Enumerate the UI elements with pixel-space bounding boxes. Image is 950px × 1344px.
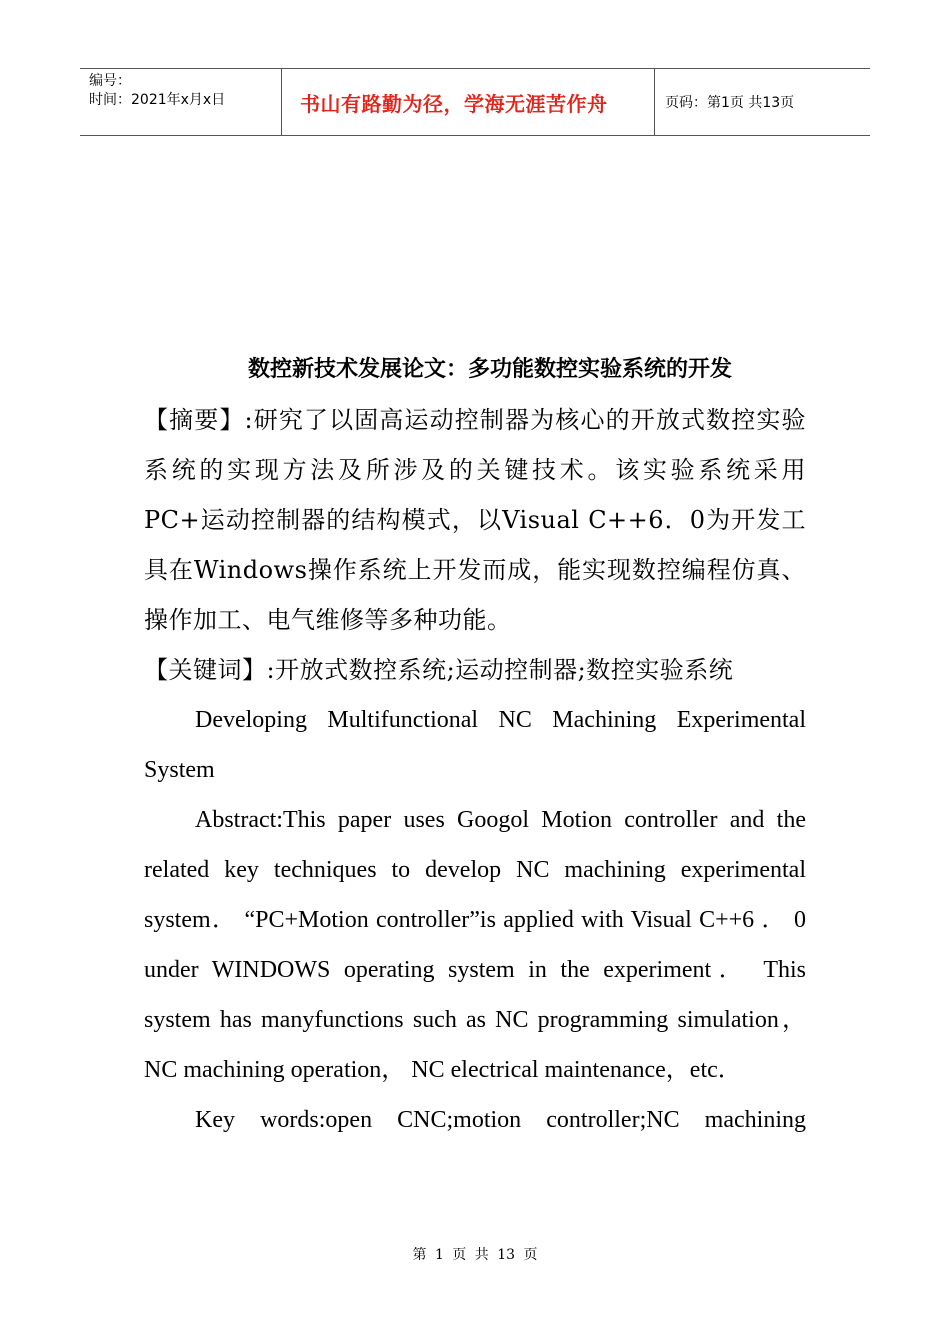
page-header	[80, 68, 870, 136]
header-page-info: 页码：第1页 共13页	[665, 95, 795, 111]
abstract-cn: 【摘要】:研究了以固高运动控制器为核心的开放式数控实验系统的实现方法及所涉及的关键技术。该实验系统采用PC+运动控制器的结构模式，以Visual C++6．0为开发工具在Windows操作系统上开发而成，能实现数控编程仿真、操作加工、电气维修等多种功能。	[144, 406, 806, 634]
header-meta	[80, 69, 282, 135]
document-number-label: 编号：	[89, 73, 131, 89]
keywords-cn: 【关键词】:开放式数控系统;运动控制器;数控实验系统	[144, 656, 734, 684]
article-body	[144, 345, 806, 1145]
english-title: Developing Multifunctional NC Machining Experimental System	[144, 707, 806, 783]
abstract-en: Abstract:This paper uses Googol Motion controller and the related key techniques to develop NC machining experimental system． “PC+Motion controller”is applied with Visual C++6 ． 0 under WINDOWS operating system in the experiment． This system has manyfunctions such as NC programming simulation， NC machining operation， NC electrical maintenance，etc．	[144, 807, 806, 1083]
document-time-label: 时间：2021年x月x日	[89, 92, 226, 108]
header-motto: 书山有路勤为径，学海无涯苦作舟	[282, 69, 655, 135]
article-title: 数控新技术发展论文：多功能数控实验系统的开发	[247, 357, 732, 382]
page-footer: 第 1 页 共 13 页	[412, 1247, 538, 1263]
keywords-en: Key words:open CNC;motion controller;NC machining	[195, 1107, 806, 1133]
